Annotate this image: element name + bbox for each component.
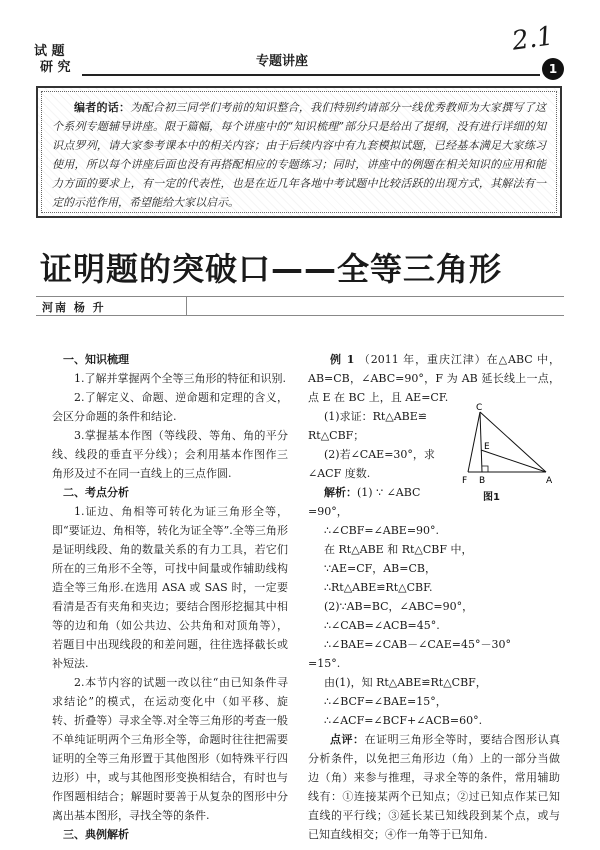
section-heading-2: 二、考点分析 xyxy=(63,486,129,499)
solution-step-11: 由(1)，知 Rt△ABE≌Rt△CBF， xyxy=(324,676,487,689)
solution-step-8: ∴∠CAB=∠ACB=45°. xyxy=(324,619,440,632)
solution-step-7: (2)∵AB=BC，∠ABC=90°， xyxy=(324,600,474,613)
solution-step-5: ∵AE=CF，AB=CB， xyxy=(324,562,436,575)
handwritten-note: 2.1 xyxy=(510,21,556,57)
label-point-f: F xyxy=(462,476,468,486)
segment-ca xyxy=(480,412,546,472)
header-rule xyxy=(82,74,540,76)
segment-ae xyxy=(481,450,546,472)
solution-step-12: ∴∠BCF=∠BAE=15°， xyxy=(324,695,447,708)
left-column xyxy=(52,350,288,844)
solution-step-9: ∴∠BAE=∠CAB－∠CAE=45°－30° xyxy=(324,638,511,651)
page-number-badge: 1 xyxy=(542,58,564,80)
example-text: （2011 年，重庆江津）在△ABC 中，AB=CB，∠ABC=90°，F 为 AB 延长线上一点，点 E 在 BC 上，且 AE=CF. xyxy=(308,353,561,404)
solution-step-1: (1) ∵ ∠ABC xyxy=(357,486,421,499)
author-name: 河南 杨 升 xyxy=(42,301,106,314)
solution-step-3: ∴∠CBF=∠ABE=90°. xyxy=(324,524,440,537)
segment-cb xyxy=(480,412,482,472)
figure-1-triangle xyxy=(458,402,558,498)
analysis-point-2: 2.本节内容的试题一改以往“由已知条件寻求结论”的模式，在运动变化中（如平移、旋转、折叠等）寻求全等.对全等三角形的考查一般不单纯证明两个三角形全等，命题时往往把需要证明的全等三角形置于其他图形（如特殊平行四边形）中，或与其他图形变换相结合，有时也与作图题相结合；解题时要善于从复杂的图形中分离出基本图形，寻找全等的条件. xyxy=(52,676,288,822)
author-bar xyxy=(36,296,564,316)
logo-line-2: 研 究 xyxy=(40,60,71,75)
comment-text: 在证明三角形全等时，要结合图形认真分析条件，以免把三角形边（角）上的一部分当做边（角）来参与推理，寻求全等的条件，常用辅助线有：①连接某两个已知点；②过已知点作某已知直线的平行线；③延长某已知线段到某个点，或与已知直线相交；④作一角等于已知角. xyxy=(308,733,561,841)
section-heading-3: 三、典例解析 xyxy=(63,828,129,841)
solution-step-6: ∴Rt△ABE≌Rt△CBF. xyxy=(324,581,433,594)
column-logo xyxy=(34,44,80,76)
author-divider xyxy=(186,297,187,315)
section-title: 专题讲座 xyxy=(256,54,309,69)
question-2-line-b: ∠ACF 度数. xyxy=(308,467,371,480)
logo-line-1: 试 题 xyxy=(34,44,65,59)
solution-step-13: ∴∠ACF=∠BCF+∠ACB=60°. xyxy=(324,714,483,727)
right-angle-mark xyxy=(482,466,488,472)
solution-step-2: =90°， xyxy=(308,505,348,518)
label-point-a: A xyxy=(546,476,553,486)
example-label: 例 1 xyxy=(330,353,355,366)
question-1-line-a: (1)求证：Rt△ABE≌ xyxy=(324,410,428,423)
knowledge-point-1: 1.了解并掌握两个全等三角形的特征和识别. xyxy=(74,372,286,385)
solution-label: 解析： xyxy=(324,486,357,499)
editor-note-text: 为配合初三同学们考前的知识整合，我们特别约请部分一线优秀教师为大家撰写了这个系列专题辅导讲座。限于篇幅，每个讲座中的“知识梳理”部分只是给出了提纲，没有进行详细的知识点罗列，请大家参考课本中的相关内容；由于后续内容中有九套模拟试题，已经基本满足大家练习使用，所以每个讲座后面也没有再搭配相应的专题练习；同时，讲座中的例题在相关知识的应用和能力方面的要求上，有一定的代表性，也是在近几年各地中考试题中比较活跃的出现方式，其解法有一定的示范作用，希望能给大家以启示。 xyxy=(52,101,547,209)
label-point-e: E xyxy=(484,442,490,452)
knowledge-point-3: 3.掌握基本作图（等线段、等角、角的平分线、线段的垂直平分线）；会利用基本作图作三角形及过不在同一直线上的三点作圆. xyxy=(52,429,288,480)
editor-note-label: 编者的话： xyxy=(74,101,131,114)
article-title: 证明题的突破口——全等三角形 xyxy=(40,250,503,288)
knowledge-point-2: 2.了解定义、命题、逆命题和定理的含义，会区分命题的条件和结论. xyxy=(52,391,288,423)
label-point-c: C xyxy=(476,403,483,413)
page-header xyxy=(34,21,558,84)
comment-label: 点评： xyxy=(330,733,365,746)
solution-step-4: 在 Rt△ABE 和 Rt△CBF 中， xyxy=(324,543,473,556)
label-point-b: B xyxy=(479,476,486,486)
question-1-line-b: Rt△CBF； xyxy=(308,429,365,442)
segment-cf xyxy=(468,412,480,472)
editor-note-paragraph xyxy=(52,98,546,212)
example-1-statement xyxy=(308,350,560,407)
solution-step-10: =15°. xyxy=(308,657,341,670)
question-2-line-a: (2)若∠CAE=30°，求 xyxy=(324,448,435,461)
analysis-point-1: 1.证边、角相等可转化为证三角形全等，即“要证边、角相等，转化为证全等”.全等三角形是证明线段、角的数量关系的有力工具，若它们所在的三角形不全等，可找中间量或作辅助线构造全等三角形.在选用 ASA 或 SAS 时，一定要看清是否有夹角和夹边；要结合图形挖掘其中相等的边和角（如公共边、公共角和对顶角等），若题目中出现线段的和差问题，往往选择截长或补短法. xyxy=(52,505,288,670)
section-heading-1: 一、知识梳理 xyxy=(63,353,129,366)
comment-paragraph xyxy=(308,730,560,844)
editor-note-box xyxy=(36,86,562,218)
figure-caption: 图1 xyxy=(483,492,500,503)
